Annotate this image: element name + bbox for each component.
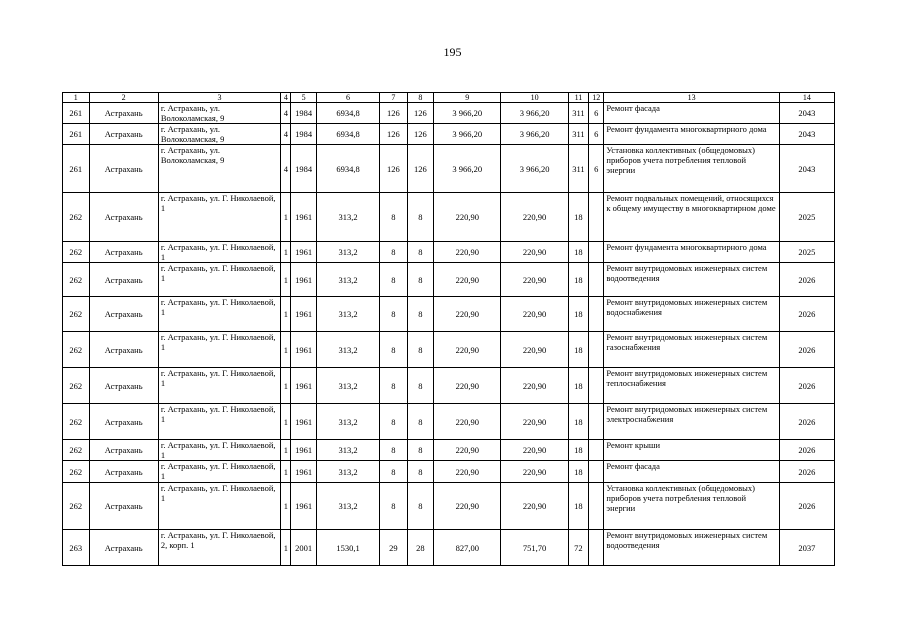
col-area-owned: 751,70 <box>501 530 568 566</box>
col-area-living: 3 966,20 <box>434 103 501 124</box>
col-work-type: Установка коллективных (общедомовых) приборов учета потребления тепловой энергии <box>604 483 779 530</box>
col-city: Астрахань <box>89 404 158 440</box>
col-year: 1961 <box>291 404 316 440</box>
page-number: 195 <box>443 45 462 59</box>
header-row <box>63 93 835 103</box>
col-year: 1961 <box>291 297 316 332</box>
col-count <box>589 263 604 297</box>
header-cell-col-floors: 4 <box>281 93 291 103</box>
col-work-type: Ремонт внутридомовых инженерных систем водоотведения <box>604 263 779 297</box>
col-residents: 8 <box>407 193 434 242</box>
col-area-owned: 220,90 <box>501 461 568 483</box>
col-residents: 28 <box>407 530 434 566</box>
col-count <box>589 483 604 530</box>
col-residents: 8 <box>407 242 434 263</box>
col-address: г. Астрахань, ул. Г. Николаевой, 1 <box>158 461 280 483</box>
col-apartments: 8 <box>380 461 408 483</box>
col-count <box>589 193 604 242</box>
header-cell-col-number: 1 <box>63 93 90 103</box>
col-area-living: 220,90 <box>434 368 501 404</box>
col-work-type: Ремонт фасада <box>604 103 779 124</box>
header-cell-col-people: 11 <box>568 93 588 103</box>
col-city: Астрахань <box>89 124 158 145</box>
table-row <box>63 368 835 404</box>
col-floors: 1 <box>281 193 291 242</box>
col-number: 262 <box>63 297 90 332</box>
col-address: г. Астрахань, ул. Г. Николаевой, 1 <box>158 332 280 368</box>
col-people: 311 <box>568 124 588 145</box>
col-residents: 126 <box>407 145 434 193</box>
col-count <box>589 242 604 263</box>
header-cell-col-work-type: 13 <box>604 93 779 103</box>
col-people: 18 <box>568 404 588 440</box>
col-planned-year: 2043 <box>779 124 834 145</box>
col-residents: 126 <box>407 103 434 124</box>
col-area: 313,2 <box>316 368 379 404</box>
col-floors: 1 <box>281 404 291 440</box>
col-work-type: Установка коллективных (общедомовых) приборов учета потребления тепловой энергии <box>604 145 779 193</box>
header-cell-col-address: 3 <box>158 93 280 103</box>
col-apartments: 126 <box>380 124 408 145</box>
col-number: 262 <box>63 263 90 297</box>
table-row <box>63 124 835 145</box>
col-address: г. Астрахань, ул. Волоколамская, 9 <box>158 124 280 145</box>
col-address: г. Астрахань, ул. Г. Николаевой, 1 <box>158 263 280 297</box>
col-residents: 8 <box>407 263 434 297</box>
col-residents: 8 <box>407 297 434 332</box>
col-city: Астрахань <box>89 103 158 124</box>
col-area: 313,2 <box>316 263 379 297</box>
col-area: 313,2 <box>316 461 379 483</box>
col-count: 6 <box>589 103 604 124</box>
col-city: Астрахань <box>89 297 158 332</box>
col-area-living: 3 966,20 <box>434 124 501 145</box>
col-planned-year: 2043 <box>779 145 834 193</box>
col-residents: 8 <box>407 404 434 440</box>
col-work-type: Ремонт внутридомовых инженерных систем электроснабжения <box>604 404 779 440</box>
table-row <box>63 193 835 242</box>
col-floors: 1 <box>281 368 291 404</box>
col-city: Астрахань <box>89 530 158 566</box>
col-floors: 1 <box>281 297 291 332</box>
table-row <box>63 530 835 566</box>
col-city: Астрахань <box>89 440 158 461</box>
col-count: 6 <box>589 145 604 193</box>
col-area-living: 220,90 <box>434 404 501 440</box>
col-work-type: Ремонт крыши <box>604 440 779 461</box>
col-apartments: 126 <box>380 145 408 193</box>
col-area-owned: 3 966,20 <box>501 124 568 145</box>
header-cell-col-residents: 8 <box>407 93 434 103</box>
col-city: Астрахань <box>89 193 158 242</box>
col-planned-year: 2037 <box>779 530 834 566</box>
col-people: 18 <box>568 368 588 404</box>
col-work-type: Ремонт внутридомовых инженерных систем водоотведения <box>604 530 779 566</box>
col-count: 6 <box>589 124 604 145</box>
col-year: 1961 <box>291 193 316 242</box>
col-address: г. Астрахань, ул. Г. Николаевой, 2, корп. 1 <box>158 530 280 566</box>
col-planned-year: 2026 <box>779 263 834 297</box>
col-area: 313,2 <box>316 242 379 263</box>
col-work-type: Ремонт фундамента многоквартирного дома <box>604 124 779 145</box>
col-planned-year: 2025 <box>779 193 834 242</box>
col-area-living: 3 966,20 <box>434 145 501 193</box>
col-apartments: 8 <box>380 440 408 461</box>
col-number: 262 <box>63 193 90 242</box>
col-city: Астрахань <box>89 368 158 404</box>
col-floors: 1 <box>281 332 291 368</box>
col-work-type: Ремонт внутридомовых инженерных систем теплоснабжения <box>604 368 779 404</box>
col-year: 1961 <box>291 483 316 530</box>
col-floors: 1 <box>281 530 291 566</box>
col-planned-year: 2026 <box>779 332 834 368</box>
table-row <box>63 440 835 461</box>
col-apartments: 8 <box>380 404 408 440</box>
table-row <box>63 483 835 530</box>
col-address: г. Астрахань, ул. Г. Николаевой, 1 <box>158 404 280 440</box>
col-count <box>589 332 604 368</box>
col-people: 18 <box>568 263 588 297</box>
col-area-owned: 3 966,20 <box>501 103 568 124</box>
col-apartments: 8 <box>380 297 408 332</box>
col-area: 313,2 <box>316 440 379 461</box>
col-residents: 8 <box>407 461 434 483</box>
col-area-owned: 220,90 <box>501 332 568 368</box>
header-cell-col-apartments: 7 <box>380 93 408 103</box>
col-count <box>589 404 604 440</box>
col-city: Астрахань <box>89 145 158 193</box>
col-area: 1530,1 <box>316 530 379 566</box>
col-apartments: 29 <box>380 530 408 566</box>
col-year: 1961 <box>291 440 316 461</box>
col-planned-year: 2026 <box>779 297 834 332</box>
col-number: 262 <box>63 440 90 461</box>
col-number: 261 <box>63 124 90 145</box>
col-number: 262 <box>63 461 90 483</box>
col-floors: 1 <box>281 440 291 461</box>
col-year: 2001 <box>291 530 316 566</box>
table-row <box>63 103 835 124</box>
col-area-owned: 3 966,20 <box>501 145 568 193</box>
col-count <box>589 530 604 566</box>
header-cell-col-area: 6 <box>316 93 379 103</box>
col-work-type: Ремонт фундамента многоквартирного дома <box>604 242 779 263</box>
col-people: 18 <box>568 193 588 242</box>
col-year: 1984 <box>291 145 316 193</box>
col-area-living: 220,90 <box>434 242 501 263</box>
col-work-type: Ремонт фасада <box>604 461 779 483</box>
col-apartments: 8 <box>380 263 408 297</box>
col-year: 1961 <box>291 242 316 263</box>
col-planned-year: 2026 <box>779 404 834 440</box>
col-area-living: 220,90 <box>434 440 501 461</box>
col-people: 311 <box>568 103 588 124</box>
table-row <box>63 332 835 368</box>
table-row <box>63 263 835 297</box>
col-area-owned: 220,90 <box>501 263 568 297</box>
col-city: Астрахань <box>89 263 158 297</box>
col-planned-year: 2026 <box>779 368 834 404</box>
col-number: 262 <box>63 368 90 404</box>
col-floors: 4 <box>281 145 291 193</box>
col-people: 18 <box>568 461 588 483</box>
col-city: Астрахань <box>89 461 158 483</box>
col-planned-year: 2025 <box>779 242 834 263</box>
col-floors: 1 <box>281 242 291 263</box>
col-residents: 8 <box>407 483 434 530</box>
col-area-owned: 220,90 <box>501 404 568 440</box>
col-area-living: 220,90 <box>434 461 501 483</box>
col-apartments: 8 <box>380 483 408 530</box>
col-work-type: Ремонт внутридомовых инженерных систем водоснабжения <box>604 297 779 332</box>
col-people: 18 <box>568 297 588 332</box>
col-area-living: 220,90 <box>434 193 501 242</box>
col-people: 311 <box>568 145 588 193</box>
col-area-owned: 220,90 <box>501 440 568 461</box>
col-people: 18 <box>568 332 588 368</box>
col-number: 262 <box>63 483 90 530</box>
table-row <box>63 297 835 332</box>
col-city: Астрахань <box>89 332 158 368</box>
col-work-type: Ремонт подвальных помещений, относящихся к общему имуществу в многоквартирном доме <box>604 193 779 242</box>
col-area-owned: 220,90 <box>501 297 568 332</box>
col-work-type: Ремонт внутридомовых инженерных систем газоснабжения <box>604 332 779 368</box>
col-apartments: 8 <box>380 332 408 368</box>
col-city: Астрахань <box>89 242 158 263</box>
col-area: 313,2 <box>316 193 379 242</box>
col-address: г. Астрахань, ул. Волоколамская, 9 <box>158 145 280 193</box>
header-cell-col-area-living: 9 <box>434 93 501 103</box>
col-area-owned: 220,90 <box>501 242 568 263</box>
col-floors: 1 <box>281 461 291 483</box>
col-apartments: 126 <box>380 103 408 124</box>
col-address: г. Астрахань, ул. Г. Николаевой, 1 <box>158 368 280 404</box>
col-area-owned: 220,90 <box>501 483 568 530</box>
col-floors: 1 <box>281 483 291 530</box>
col-residents: 8 <box>407 440 434 461</box>
col-count <box>589 297 604 332</box>
col-count <box>589 440 604 461</box>
col-apartments: 8 <box>380 193 408 242</box>
col-address: г. Астрахань, ул. Волоколамская, 9 <box>158 103 280 124</box>
col-planned-year: 2026 <box>779 483 834 530</box>
col-people: 72 <box>568 530 588 566</box>
col-area-owned: 220,90 <box>501 368 568 404</box>
table-row <box>63 404 835 440</box>
header-cell-col-count: 12 <box>589 93 604 103</box>
table-row <box>63 145 835 193</box>
col-area-living: 220,90 <box>434 332 501 368</box>
header-cell-col-planned-year: 14 <box>779 93 834 103</box>
col-apartments: 8 <box>380 242 408 263</box>
col-planned-year: 2043 <box>779 103 834 124</box>
col-floors: 4 <box>281 124 291 145</box>
col-year: 1961 <box>291 263 316 297</box>
col-area: 313,2 <box>316 404 379 440</box>
header-cell-col-area-owned: 10 <box>501 93 568 103</box>
col-planned-year: 2026 <box>779 461 834 483</box>
col-year: 1961 <box>291 461 316 483</box>
col-count <box>589 368 604 404</box>
col-address: г. Астрахань, ул. Г. Николаевой, 1 <box>158 297 280 332</box>
col-area: 6934,8 <box>316 103 379 124</box>
col-area: 313,2 <box>316 297 379 332</box>
col-year: 1961 <box>291 368 316 404</box>
col-number: 262 <box>63 242 90 263</box>
col-area: 6934,8 <box>316 124 379 145</box>
col-address: г. Астрахань, ул. Г. Николаевой, 1 <box>158 440 280 461</box>
col-number: 262 <box>63 332 90 368</box>
table-row <box>63 461 835 483</box>
col-area-living: 827,00 <box>434 530 501 566</box>
col-year: 1984 <box>291 103 316 124</box>
col-number: 262 <box>63 404 90 440</box>
col-number: 261 <box>63 103 90 124</box>
col-area: 313,2 <box>316 332 379 368</box>
col-city: Астрахань <box>89 483 158 530</box>
col-number: 261 <box>63 145 90 193</box>
col-address: г. Астрахань, ул. Г. Николаевой, 1 <box>158 193 280 242</box>
col-area-living: 220,90 <box>434 263 501 297</box>
col-area-living: 220,90 <box>434 297 501 332</box>
col-people: 18 <box>568 242 588 263</box>
col-count <box>589 461 604 483</box>
col-planned-year: 2026 <box>779 440 834 461</box>
col-floors: 4 <box>281 103 291 124</box>
col-area: 313,2 <box>316 483 379 530</box>
repair-program-table <box>62 92 835 566</box>
col-year: 1984 <box>291 124 316 145</box>
col-residents: 8 <box>407 332 434 368</box>
col-area-living: 220,90 <box>434 483 501 530</box>
col-area-owned: 220,90 <box>501 193 568 242</box>
col-apartments: 8 <box>380 368 408 404</box>
col-residents: 126 <box>407 124 434 145</box>
col-address: г. Астрахань, ул. Г. Николаевой, 1 <box>158 242 280 263</box>
table-row <box>63 242 835 263</box>
col-address: г. Астрахань, ул. Г. Николаевой, 1 <box>158 483 280 530</box>
col-floors: 1 <box>281 263 291 297</box>
col-area: 6934,8 <box>316 145 379 193</box>
col-number: 263 <box>63 530 90 566</box>
col-residents: 8 <box>407 368 434 404</box>
col-year: 1961 <box>291 332 316 368</box>
header-cell-col-year: 5 <box>291 93 316 103</box>
header-cell-col-city: 2 <box>89 93 158 103</box>
col-people: 18 <box>568 483 588 530</box>
col-people: 18 <box>568 440 588 461</box>
